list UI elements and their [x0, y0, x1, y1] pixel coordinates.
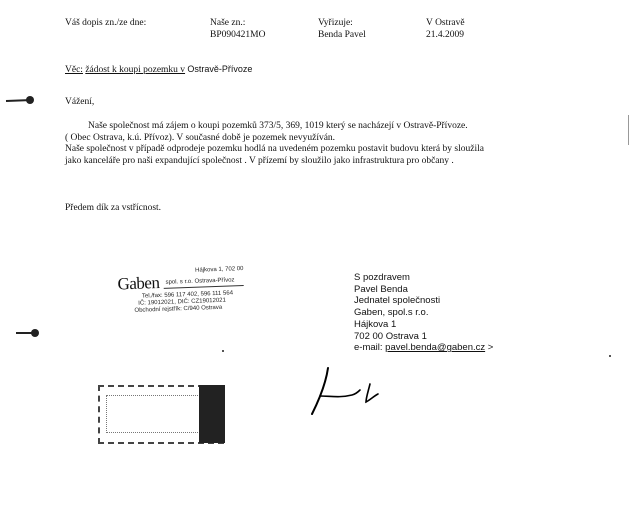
subject-line [65, 64, 252, 76]
subject-text: žádost k koupi pozemku v [85, 65, 186, 75]
signature-street: Hájkova 1 [354, 318, 397, 330]
handwritten-signature [300, 362, 390, 422]
header-our-ref-value: BP090421MO [210, 30, 266, 40]
header-place: V Ostravě [426, 18, 465, 28]
body-line-4: jako kanceláře pro naši expandující společnost . V přízemí by sloužilo jako infrastruktura pro občany . [65, 155, 454, 166]
scan-edge [628, 115, 629, 145]
signature-city: 702 00 Ostrava 1 [354, 330, 427, 342]
binder-hole-mark-top [0, 85, 40, 115]
body-line-3: Naše společnost v případě odprodeje pozemku hodlá na uvedeném pozemku postavit budovu která by sloužila [65, 144, 484, 154]
letter-body [65, 121, 585, 167]
company-stamp [117, 266, 259, 326]
stamp-ids: IČ: 19012021, DIČ: CZ19012021 [138, 297, 227, 307]
email-label: e-mail: [354, 342, 383, 354]
closing-thanks: Předem dík za vstřícnost. [65, 203, 162, 213]
header-our-ref-label: Naše zn.: [210, 18, 246, 28]
blurred-stamp-box [98, 385, 224, 444]
email-suffix: > [487, 342, 494, 354]
scan-speck [222, 350, 224, 352]
signature-title: Jednatel společnosti [354, 295, 441, 307]
header-ref-label: Váš dopis zn./ze dne: [65, 18, 147, 28]
signature-greeting: S pozdravem [354, 272, 410, 283]
body-line-2: ( Obec Ostrava, k.ú. Přívoz). V současné době je pozemek nevyužíván. [65, 132, 336, 143]
body-line-1: Naše společnost má zájem o koupi pozemků 373/5, 369, 1019 který se nacházejí v Ostravě-Přívoze. [88, 121, 468, 131]
signature-block [354, 272, 493, 354]
stamp-phone: Tel./fax: 596 117 402, 596 111 564 [141, 290, 234, 300]
email-link[interactable]: pavel.benda@gaben.cz [385, 342, 486, 354]
binder-hole-mark-bottom [14, 318, 44, 348]
stamp-company-city: spol. s r.o. Ostrava-Přívoz [165, 277, 235, 286]
stamp-address: Hájkova 1, 702 00 [195, 266, 244, 274]
blurred-stamp-edge [199, 385, 225, 443]
signature-company: Gaben, spol.s r.o. [354, 307, 429, 319]
header-date: 21.4.2009 [426, 30, 464, 40]
stamp-logo: Gaben [117, 272, 160, 294]
signature-name: Pavel Benda [354, 283, 408, 295]
header-handler-label: Vyřizuje: [318, 18, 353, 28]
scan-speck [609, 355, 611, 357]
salutation: Vážení, [65, 97, 95, 107]
header-handler-value: Benda Pavel [318, 30, 366, 40]
stamp-register: Obchodní rejstřík: C/940 Ostrava [134, 304, 223, 314]
signature-email-line [354, 342, 493, 354]
subject-label: Věc: [65, 65, 83, 75]
subject-place: Ostravě-Přívoze [187, 64, 253, 74]
